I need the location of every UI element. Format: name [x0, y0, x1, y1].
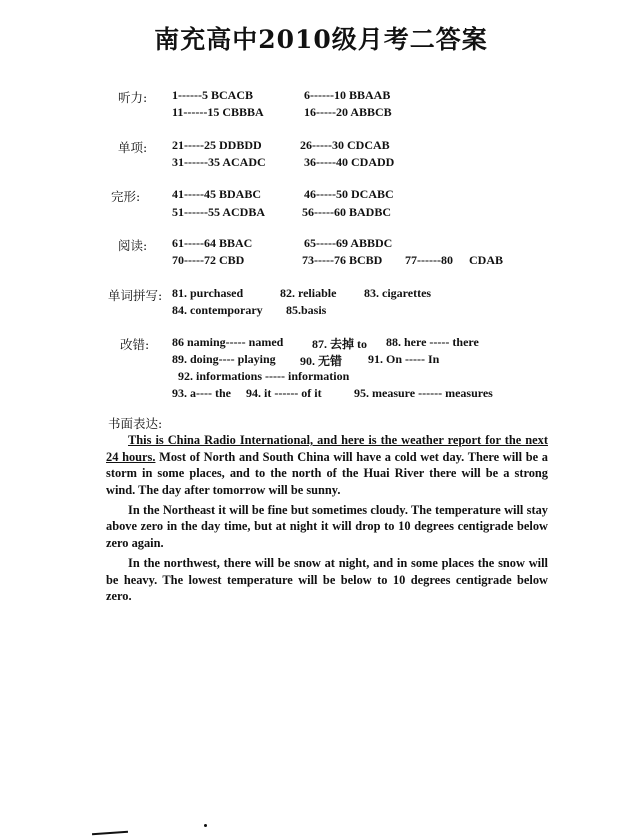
correction-answer: 89. doing---- playing	[172, 352, 276, 366]
reading-answer: 77------80	[405, 253, 453, 267]
essay-paragraph-text: Most of North and South China will have a cold wet day. There will be a storm in some places, and to the north of the Huai River there will be a strong wind. The day after tomorrow will be sunny.	[106, 449, 549, 497]
single-choice-answer: 36-----40 CDADD	[304, 155, 395, 169]
correction-answer: 93. a---- the	[172, 386, 231, 400]
correction-answer: 90. 无错	[300, 354, 343, 368]
spelling-label: 单词拼写:	[108, 288, 163, 303]
cloze-answer: 56-----60 BADBC	[302, 205, 391, 219]
page-title: 南充高中2010级月考二答案	[154, 25, 488, 54]
scan-mark	[92, 831, 128, 836]
essay-underlined-sentence: This is China Radio International, and here is the weather report for the next 24 hours.	[106, 433, 548, 464]
correction-answer: 86 naming----- named	[172, 335, 284, 349]
listening-label: 听力:	[118, 90, 148, 105]
single-choice-answer: 31------35 ACADC	[172, 155, 266, 169]
spelling-answer: 82. reliable	[280, 286, 337, 300]
spelling-answer: 81. purchased	[172, 286, 244, 300]
essay-paragraph: In the northwest, there will be snow at night, and in some places the snow will be heavy. The lowest temperature will be below to 10 degrees centigrade below zero.	[106, 556, 548, 604]
correction-answer: 87. 去掉 to	[312, 337, 367, 351]
essay-paragraph: In the Northeast it will be fine but sometimes cloudy. The temperature will stay above zero in the day time, but at night it will drop to 10 degrees centigrade below zero again.	[106, 502, 548, 551]
spelling-answer: 84. contemporary	[172, 303, 263, 317]
reading-answer: 70-----72 CBD	[172, 253, 245, 267]
single-choice-label: 单项:	[118, 140, 148, 155]
correction-answer: 95. measure ------ measures	[354, 386, 493, 400]
reading-answer: 65-----69 ABBDC	[304, 236, 393, 250]
correction-answer: 94. it ------ of it	[246, 386, 322, 400]
reading-answer: 61-----64 BBAC	[172, 236, 253, 250]
reading-answer: 73-----76 BCBD	[302, 253, 383, 267]
cloze-answer: 51------55 ACDBA	[172, 205, 265, 219]
listening-answer: 1------5 BCACB	[172, 88, 253, 102]
cloze-label: 完形:	[111, 189, 141, 204]
correction-answer: 88. here ----- there	[386, 335, 479, 349]
spelling-answer: 83. cigarettes	[364, 286, 432, 300]
reading-answer: CDAB	[469, 253, 504, 267]
writing-label: 书面表达:	[108, 416, 163, 431]
scan-dot	[204, 824, 207, 827]
single-choice-answer: 26-----30 CDCAB	[300, 138, 390, 152]
single-choice-answer: 21-----25 DDBDD	[172, 138, 262, 152]
correction-answer: 91. On ----- In	[368, 352, 440, 366]
cloze-answer: 46-----50 DCABC	[304, 187, 394, 201]
listening-answer: 11------15 CBBBA	[172, 105, 264, 119]
spelling-answer: 85.basis	[286, 303, 327, 317]
correction-label: 改错:	[120, 337, 150, 352]
reading-label: 阅读:	[118, 238, 148, 253]
listening-answer: 16-----20 ABBCB	[304, 105, 392, 119]
writing-essay	[106, 432, 548, 608]
correction-answer: 92. informations ----- information	[178, 369, 350, 383]
listening-answer: 6------10 BBAAB	[304, 88, 391, 102]
essay-paragraph	[106, 432, 548, 498]
cloze-answer: 41-----45 BDABC	[172, 187, 261, 201]
